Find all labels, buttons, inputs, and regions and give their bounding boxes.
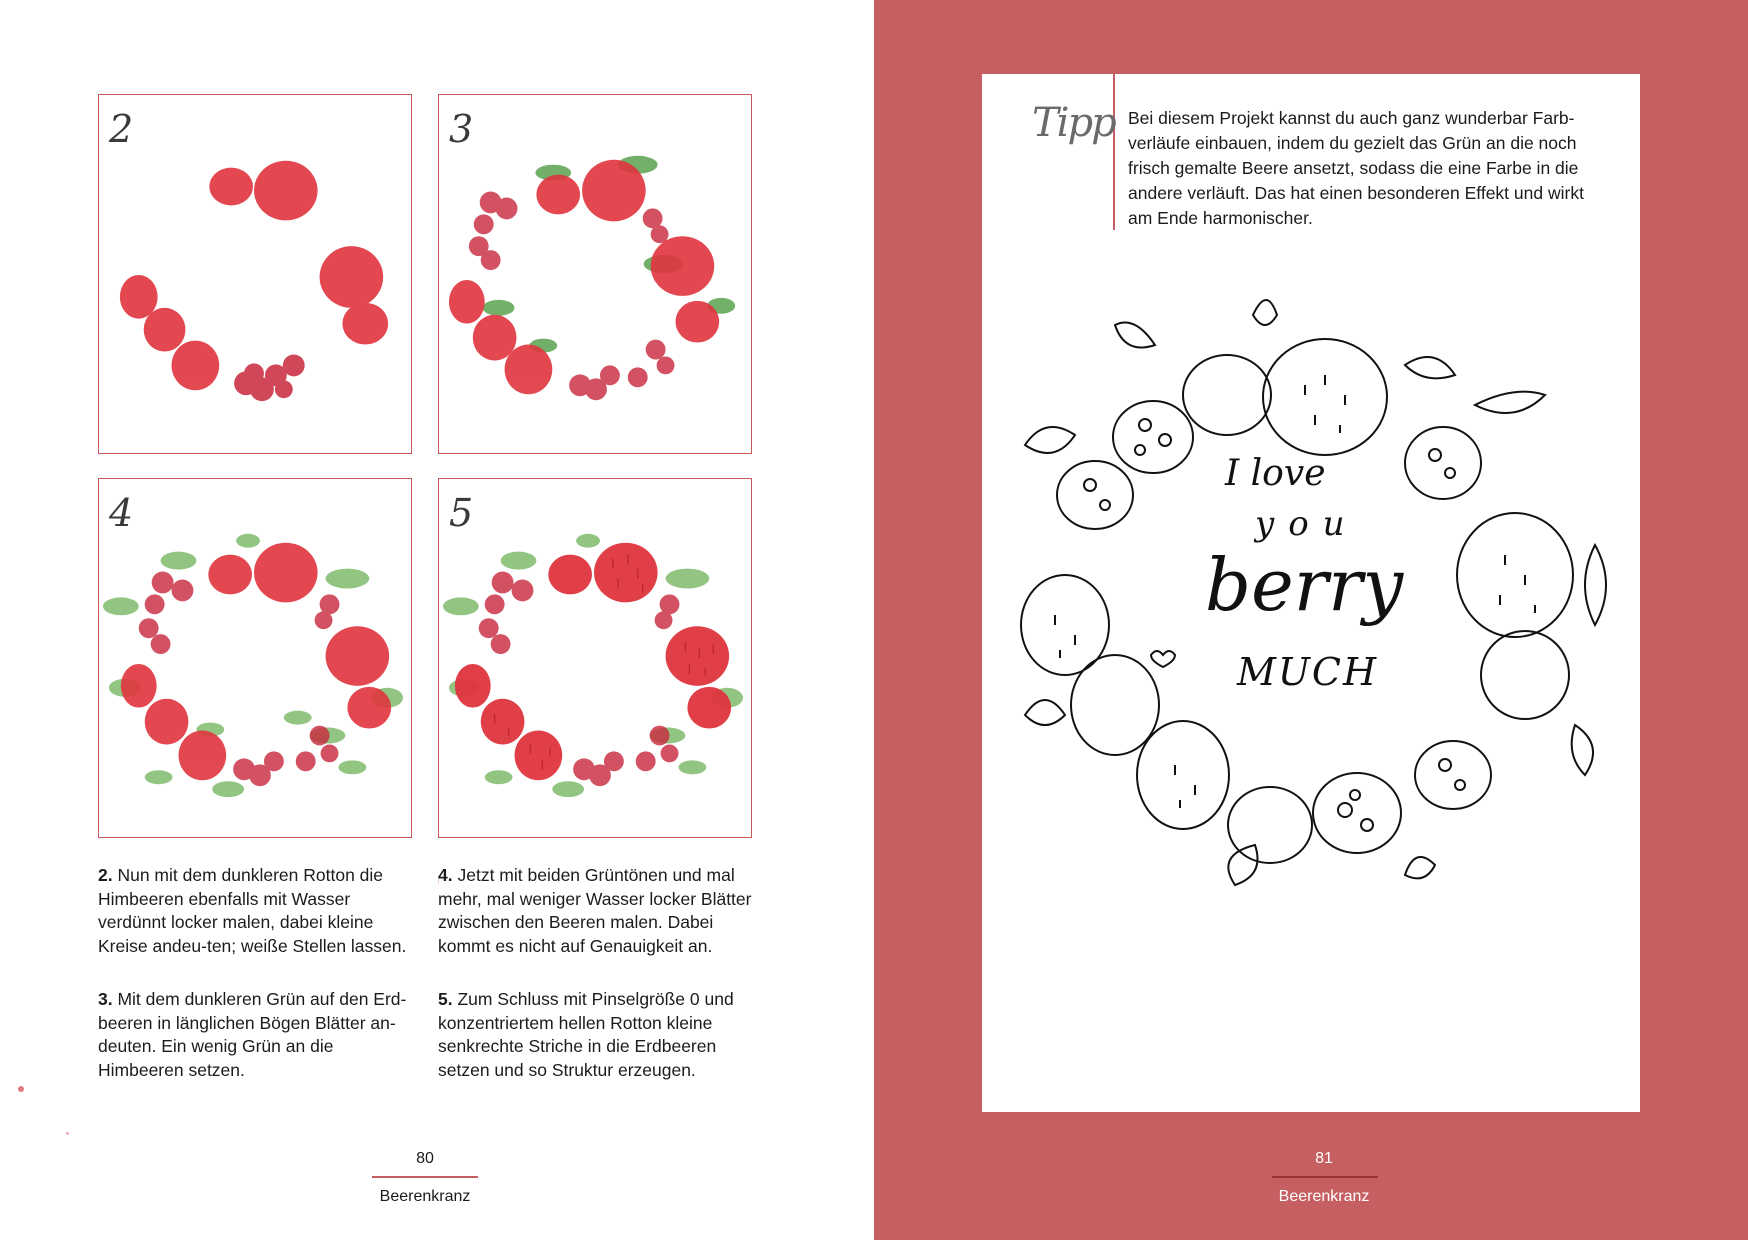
caption-text: Mit dem dunkleren Grün auf den Erd-beeren in länglichen Bögen Blätter an-deuten. Ein wenig Grün an die Himbeeren setzen. [98,989,407,1080]
drawing-line-3: berry [1205,543,1404,627]
step-number-label: 3. [98,989,113,1009]
caption-text: Zum Schluss mit Pinselgröße 0 und konzentriertem hellen Rotton kleine senkrechte Striche in die Erdbeeren setzen und so Struktur erzeugen. [438,989,734,1080]
step-4-image [98,478,412,838]
running-footer: Beerenkranz [379,1188,471,1205]
step-number-label: 5. [438,989,453,1009]
caption-text: Jetzt mit beiden Grüntönen und mal mehr, mal weniger Wasser locker Blätter zwischen den Beeren malen. Dabei kommt es nicht auf Genauigkeit an. [438,865,752,956]
paint-splatter [66,1132,69,1135]
caption-step-4 [438,864,756,958]
page-number: 81 [1315,1150,1333,1167]
tip-label: Tipp [1032,100,1115,146]
step-3-image [438,94,752,454]
drawing-line-4: MUCH [1237,650,1379,694]
step-2-image [98,94,412,454]
berry-wreath-line-drawing [1005,285,1625,915]
tip-text: Bei diesem Projekt kannst du auch ganz wunderbar Farb-verläufe einbauen, indem du gezielt das Grün an die noch frisch gemalte Beere ansetzt, sodass die eine Farbe in die andere verläuft. Das hat einen besonderen Effekt und wirkt am Ende harmonischer. [1128,108,1584,228]
folio-divider [1272,1176,1378,1178]
drawing-line-1: I love [1225,453,1326,494]
watercolor-step-5 [439,479,751,837]
watercolor-step-3 [439,95,751,453]
caption-step-2 [98,864,416,958]
watercolor-step-4 [99,479,411,837]
caption-step-5 [438,988,756,1082]
caption-text: Nun mit dem dunkleren Rotton die Himbeeren ebenfalls mit Wasser verdünnt locker malen, dabei kleine Kreise andeu-ten; weiße Stellen lassen. [98,865,407,956]
step-number: 5 [449,491,474,535]
step-5-image [438,478,752,838]
step-number: 2 [109,107,134,151]
step-number: 3 [449,107,474,151]
paint-splatter [18,1086,24,1092]
step-number: 4 [109,491,134,535]
step-number-label: 2. [98,865,113,885]
step-number-label: 4. [438,865,453,885]
page-number: 80 [416,1150,434,1167]
running-footer: Beerenkranz [1278,1188,1370,1205]
caption-step-3 [98,988,416,1082]
folio-divider [372,1176,478,1178]
drawing-line-2: you [1255,504,1359,544]
watercolor-step-2 [99,95,411,453]
